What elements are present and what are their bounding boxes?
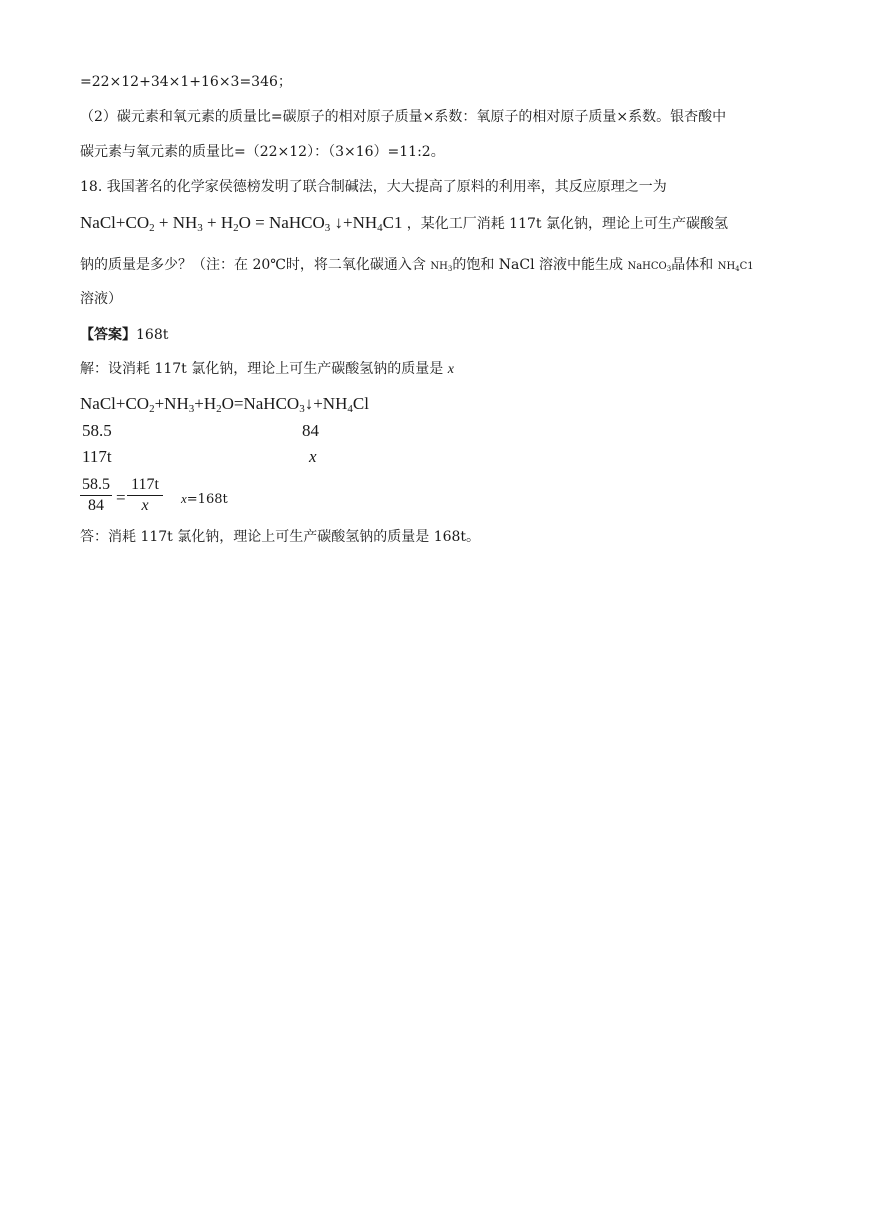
mass-row-2-right: x xyxy=(309,447,317,466)
result-value: x=168t xyxy=(181,491,228,507)
answer-line xyxy=(80,325,168,345)
q18-intro: 18. 我国著名的化学家侯德榜发明了联合制碱法，大大提高了原料的利用率，其反应原理之一为 xyxy=(80,179,667,195)
q18-after-equation: ，某化工厂消耗 117t 氯化钠，理论上可生产碳酸氢 xyxy=(406,216,728,232)
q18-equation-line xyxy=(80,213,728,234)
prev-line-2: （2）碳元素和氧元素的质量比=碳原子的相对原子质量×系数：氧原子的相对原子质量×系数。银杏酸中 xyxy=(80,109,727,125)
fraction-2: 117t x xyxy=(127,476,163,515)
answer-value: 168t xyxy=(136,327,169,343)
final-answer: 答：消耗 117t 氯化钠，理论上可生产碳酸氢钠的质量是 168t。 xyxy=(80,529,481,545)
prev-line-1: =22×12+34×1+16×3=346； xyxy=(80,74,292,90)
mass-row-2-left: 117t xyxy=(82,447,112,466)
answer-label: 【答案】 xyxy=(80,327,136,343)
solution-equation: $NaCl+CO_2+NH_3+H_2O=NaHCO_3↓+NH_4Cl$ xyxy=(80,394,369,415)
fraction-1: 58.5 84 xyxy=(82,476,110,514)
q18-line-4: 溶液） xyxy=(80,291,122,307)
mass-row-1-right: 84 xyxy=(302,421,319,440)
reaction-equation: $NaCl+CO_2 + NH_3 + H_2O$ = NaHCO$_3$ $↓+NH_4C1$ xyxy=(80,213,403,234)
solution-setup: 解：设消耗 117t 氯化钠，理论上可生产碳酸氢钠的质量是 x xyxy=(80,361,454,377)
q18-line-3: 钠的质量是多少？（注：在 20℃时，将二氧化碳通入含 $NH_3$的饱和 NaCl 溶液中能生成 NaHCO$_3$晶体和 $NH_4C1$ xyxy=(80,257,754,273)
mass-row-1-left: 58.5 xyxy=(82,421,112,440)
prev-line-3: 碳元素与氧元素的质量比=（22×12）：（3×16）=11:2。 xyxy=(80,144,445,160)
fraction-equals: = xyxy=(116,488,126,507)
